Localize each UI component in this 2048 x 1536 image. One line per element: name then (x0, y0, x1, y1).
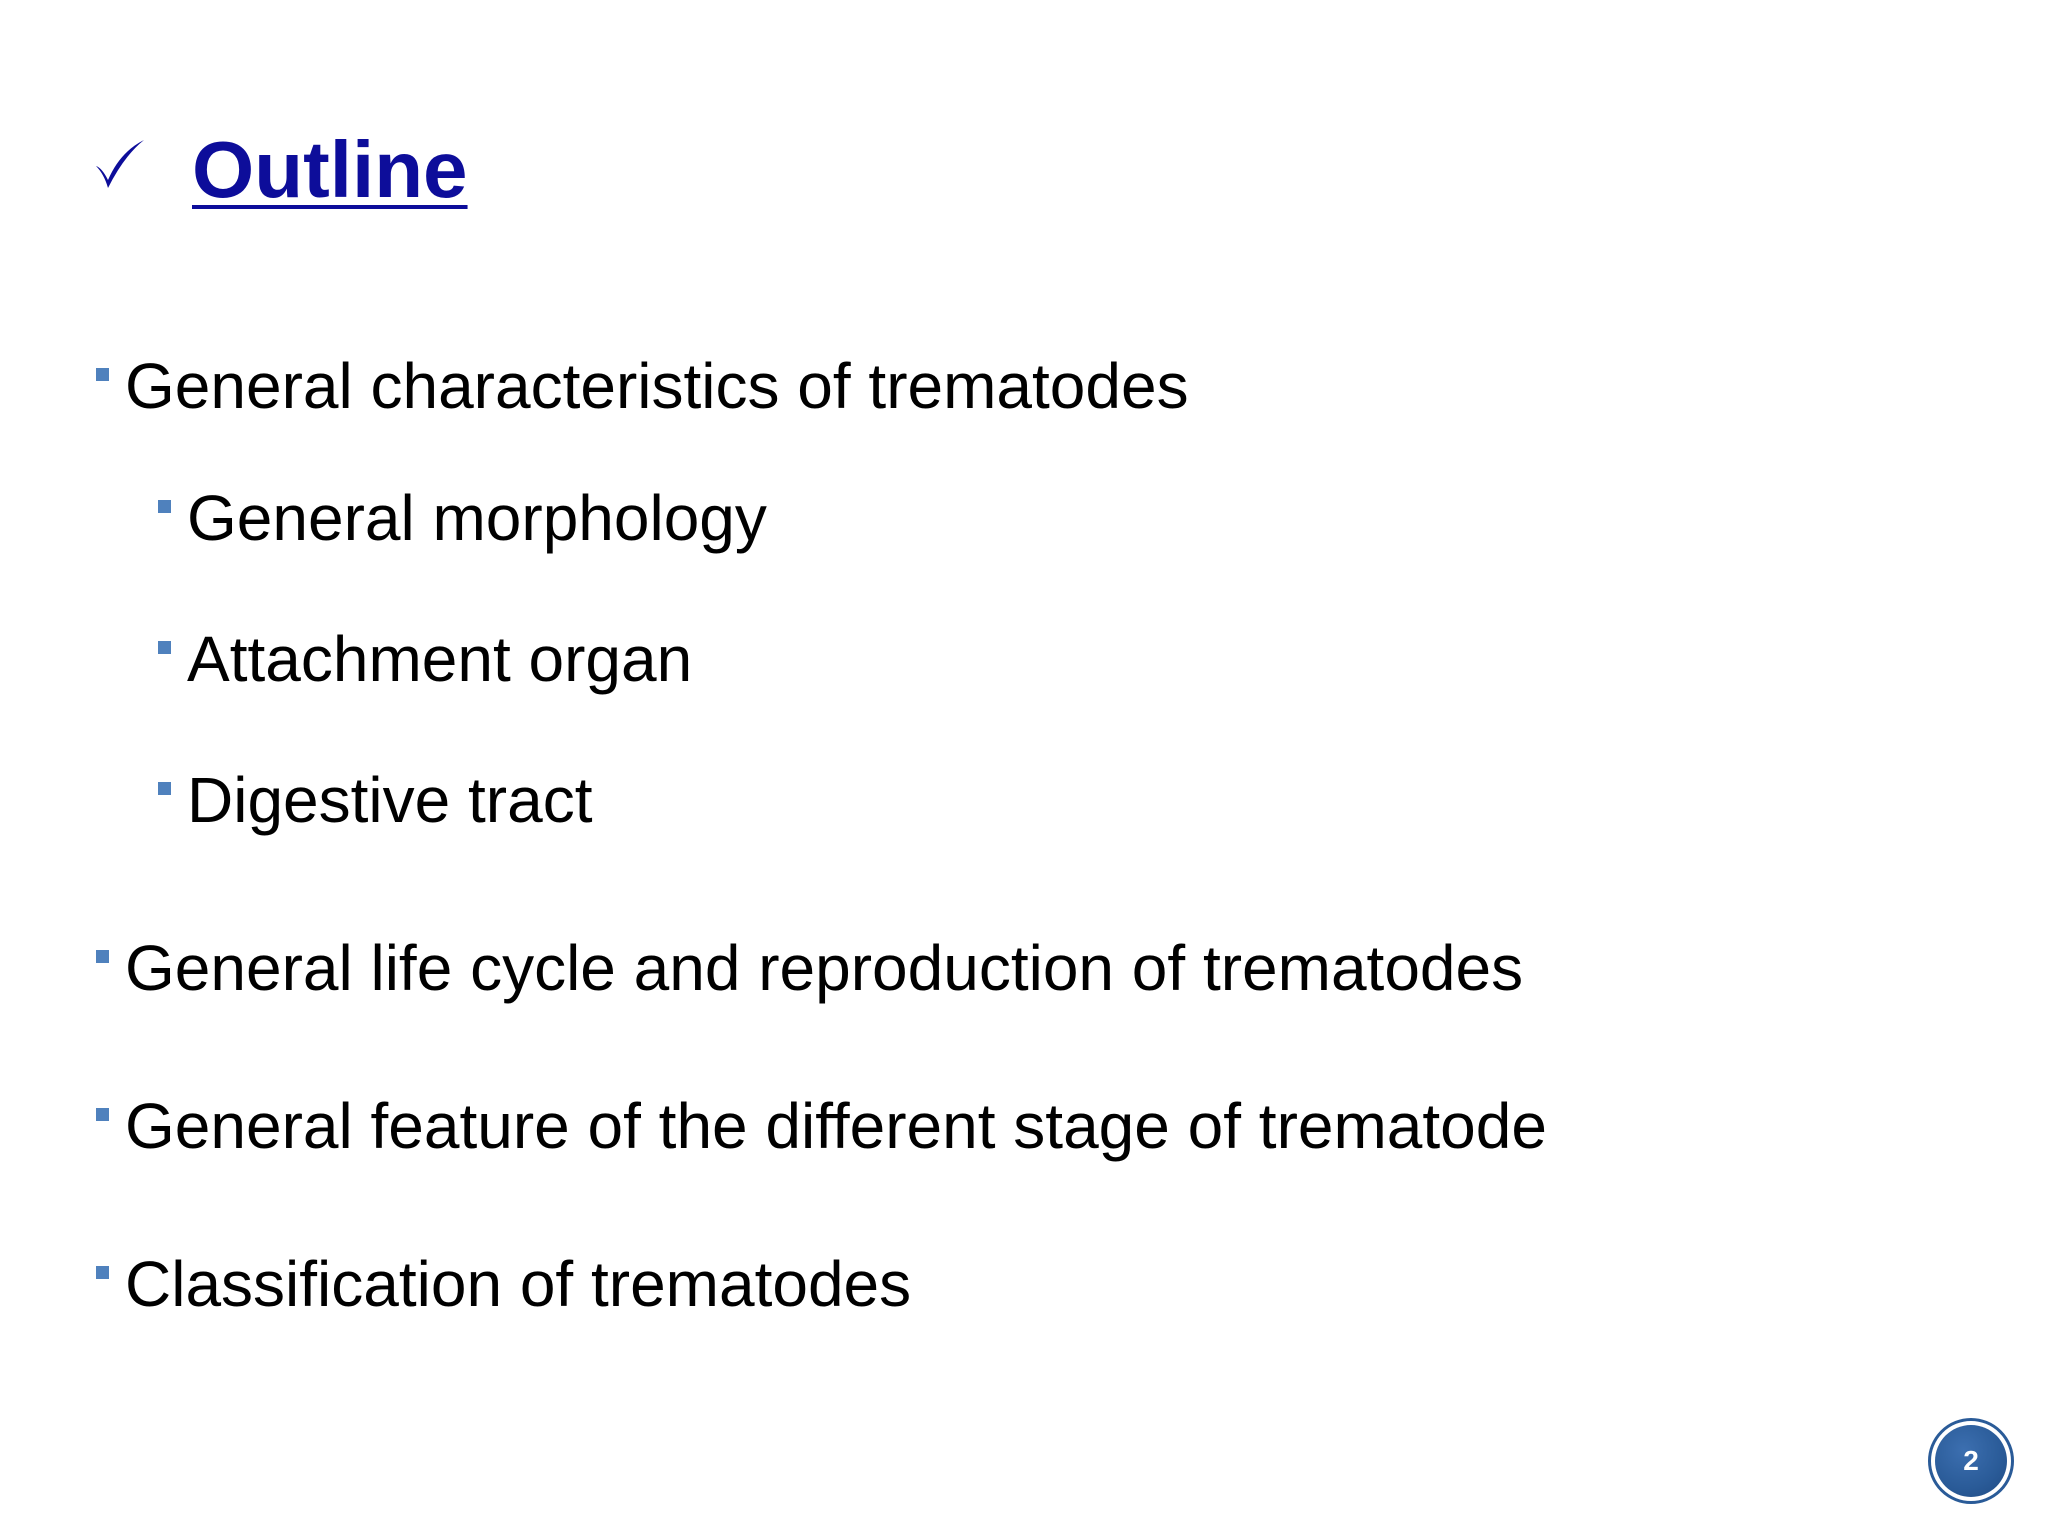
check-icon (92, 136, 148, 192)
square-bullet-icon (96, 368, 109, 381)
page-number-badge (1928, 1418, 2014, 1504)
square-bullet-icon (158, 500, 171, 513)
bullet-text: General feature of the different stage of trematode (125, 1090, 1547, 1162)
sub-bullet-item (158, 623, 693, 695)
bullet-item (96, 932, 1524, 1004)
slide-title: Outline (192, 125, 468, 214)
page-number-circle (1935, 1425, 2007, 1497)
bullet-text: General characteristics of trematodes (125, 350, 1189, 422)
bullet-item (96, 1090, 1547, 1162)
square-bullet-icon (96, 1266, 109, 1279)
title-row (92, 125, 468, 214)
sub-bullet-text: Digestive tract (187, 764, 593, 836)
sub-bullet-item (158, 764, 593, 836)
bullet-item (96, 1248, 912, 1320)
sub-bullet-item (158, 482, 767, 554)
square-bullet-icon (96, 950, 109, 963)
bullet-text: General life cycle and reproduction of trematodes (125, 932, 1524, 1004)
page-number: 2 (1963, 1445, 1979, 1476)
square-bullet-icon (158, 782, 171, 795)
bullet-item (96, 350, 1189, 422)
square-bullet-icon (96, 1108, 109, 1121)
square-bullet-icon (158, 641, 171, 654)
bullet-text: Classification of trematodes (125, 1248, 912, 1320)
sub-bullet-text: General morphology (187, 482, 767, 554)
sub-bullet-text: Attachment organ (187, 623, 693, 695)
